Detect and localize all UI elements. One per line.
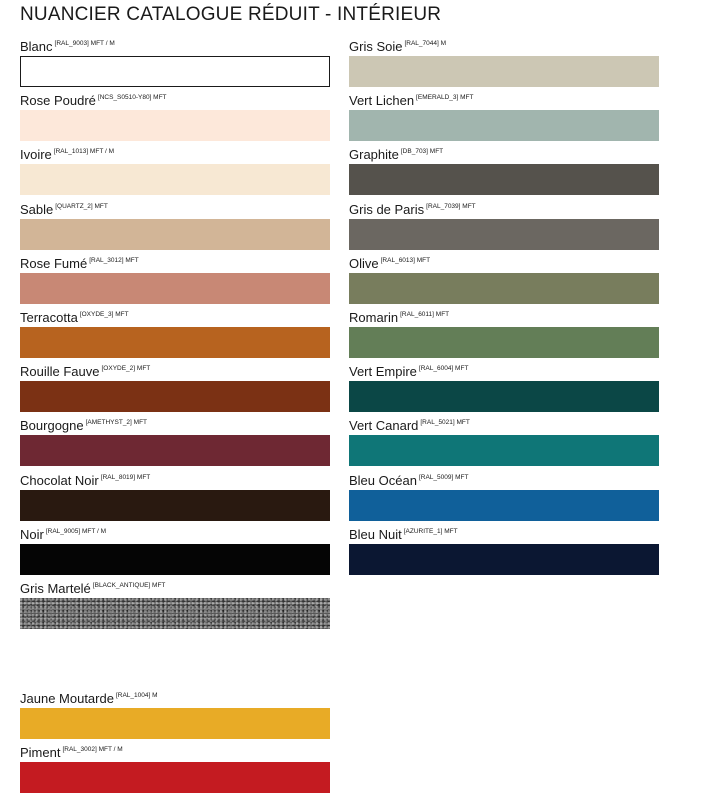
swatch-code: [RAL_5021] MFT bbox=[420, 419, 470, 427]
color-swatch bbox=[349, 381, 659, 412]
swatch-name: Gris Soie bbox=[349, 39, 403, 54]
swatch-name: Piment bbox=[20, 745, 61, 761]
swatch-code: [RAL_9005] MFT / M bbox=[45, 527, 107, 535]
page-title: NUANCIER CATALOGUE RÉDUIT - INTÉRIEUR bbox=[20, 4, 442, 25]
swatch-code: [OXYDE_2] MFT bbox=[101, 365, 151, 373]
swatch-name: Rouille Fauve bbox=[20, 364, 100, 380]
right-swatch-column bbox=[349, 38, 659, 580]
color-swatch bbox=[20, 435, 330, 466]
swatch-code: [RAL_6013] MFT bbox=[380, 256, 431, 264]
swatch-name: Vert Empire bbox=[349, 364, 417, 380]
color-swatch bbox=[20, 219, 330, 250]
color-swatch bbox=[349, 273, 659, 304]
swatch-item-rose-poudre bbox=[20, 92, 330, 146]
swatch-name: Vert Canard bbox=[349, 418, 419, 434]
swatch-name: Jaune Moutarde bbox=[20, 691, 114, 706]
swatch-item-romarin bbox=[349, 309, 659, 363]
swatch-code: [RAL_7039] MFT bbox=[426, 202, 476, 210]
color-swatch bbox=[349, 544, 659, 575]
color-swatch bbox=[20, 273, 330, 304]
color-swatch bbox=[349, 110, 659, 141]
swatch-name: Ivoire bbox=[20, 147, 52, 163]
color-swatch bbox=[349, 490, 659, 521]
swatch-code: [QUARTZ_2] MFT bbox=[55, 202, 108, 210]
swatch-code: [DB_703] MFT bbox=[400, 148, 444, 156]
color-swatch bbox=[20, 544, 330, 575]
swatch-code: [RAL_6004] MFT bbox=[418, 365, 469, 373]
color-swatch bbox=[20, 164, 330, 195]
swatch-item-ivoire bbox=[20, 146, 330, 200]
left-swatch-column bbox=[20, 38, 330, 634]
swatch-code: [RAL_1013] MFT / M bbox=[53, 148, 115, 156]
left-lower-swatch-group bbox=[20, 690, 330, 798]
swatch-code: [AZURITE_1] MFT bbox=[403, 527, 458, 535]
swatch-name: Chocolat Noir bbox=[20, 472, 99, 488]
color-swatch bbox=[349, 327, 659, 358]
swatch-item-vert-lichen bbox=[349, 92, 659, 146]
swatch-item-rose-fume bbox=[20, 255, 330, 309]
swatch-item-bleu-ocean bbox=[349, 472, 659, 526]
swatch-name: Blanc bbox=[20, 39, 53, 54]
swatch-code: [RAL_9003] MFT / M bbox=[54, 40, 115, 47]
color-swatch bbox=[20, 56, 330, 87]
swatch-item-gris-martele bbox=[20, 580, 330, 634]
swatch-code: [RAL_3002] MFT / M bbox=[62, 746, 123, 754]
swatch-item-bleu-nuit bbox=[349, 526, 659, 580]
swatch-name: Gris de Paris bbox=[349, 201, 425, 217]
swatch-code: [OXYDE_3] MFT bbox=[79, 310, 129, 318]
swatch-name: Terracotta bbox=[20, 309, 78, 325]
color-swatch bbox=[20, 381, 330, 412]
swatch-code: [RAL_7044] M bbox=[404, 40, 447, 47]
swatch-name: Vert Lichen bbox=[349, 93, 415, 109]
swatch-name: Graphite bbox=[349, 147, 399, 163]
swatch-code: [EMERALD_3] MFT bbox=[416, 94, 474, 102]
color-swatch bbox=[20, 762, 330, 793]
color-swatch bbox=[349, 56, 659, 87]
swatch-code: [AMETHYST_2] MFT bbox=[85, 419, 148, 427]
swatch-item-gris-de-paris bbox=[349, 201, 659, 255]
swatch-name: Bleu Océan bbox=[349, 472, 417, 488]
swatch-code: [RAL_1004] M bbox=[115, 692, 158, 699]
swatch-item-piment bbox=[20, 744, 330, 798]
swatch-item-terracotta bbox=[20, 309, 330, 363]
swatch-code: [RAL_3012] MFT bbox=[89, 256, 139, 264]
swatch-item-gris-soie bbox=[349, 38, 659, 92]
color-swatch-textured bbox=[20, 598, 330, 629]
color-swatch bbox=[349, 435, 659, 466]
swatch-item-bourgogne bbox=[20, 417, 330, 471]
swatch-item-graphite bbox=[349, 146, 659, 200]
swatch-code: [BLACK_ANTIQUE] MFT bbox=[92, 581, 166, 589]
swatch-name: Rose Poudré bbox=[20, 93, 96, 109]
swatch-code: [NCS_S0510-Y80] MFT bbox=[97, 94, 167, 102]
swatch-code: [RAL_6011] MFT bbox=[400, 310, 450, 318]
color-swatch bbox=[20, 327, 330, 358]
color-swatch bbox=[349, 219, 659, 250]
swatch-code: [RAL_5009] MFT bbox=[418, 473, 469, 481]
swatch-name: Noir bbox=[20, 526, 44, 542]
swatch-item-olive bbox=[349, 255, 659, 309]
swatch-item-rouille-fauve bbox=[20, 363, 330, 417]
swatch-item-vert-empire bbox=[349, 363, 659, 417]
swatch-item-blanc bbox=[20, 38, 330, 92]
swatch-item-noir bbox=[20, 526, 330, 580]
color-swatch bbox=[20, 708, 330, 739]
swatch-name: Romarin bbox=[349, 309, 399, 325]
swatch-name: Rose Fumé bbox=[20, 255, 88, 271]
swatch-name: Bourgogne bbox=[20, 418, 84, 434]
swatch-item-sable bbox=[20, 201, 330, 255]
swatch-item-jaune-moutarde bbox=[20, 690, 330, 744]
swatch-name: Sable bbox=[20, 201, 54, 217]
color-swatch bbox=[20, 490, 330, 521]
swatch-item-chocolat-noir bbox=[20, 472, 330, 526]
swatch-item-vert-canard bbox=[349, 417, 659, 471]
swatch-code: [RAL_8019] MFT bbox=[100, 473, 151, 481]
swatch-name: Bleu Nuit bbox=[349, 526, 402, 542]
swatch-name: Gris Martelé bbox=[20, 580, 91, 596]
swatch-name: Olive bbox=[349, 255, 379, 271]
color-swatch bbox=[349, 164, 659, 195]
color-swatch bbox=[20, 110, 330, 141]
